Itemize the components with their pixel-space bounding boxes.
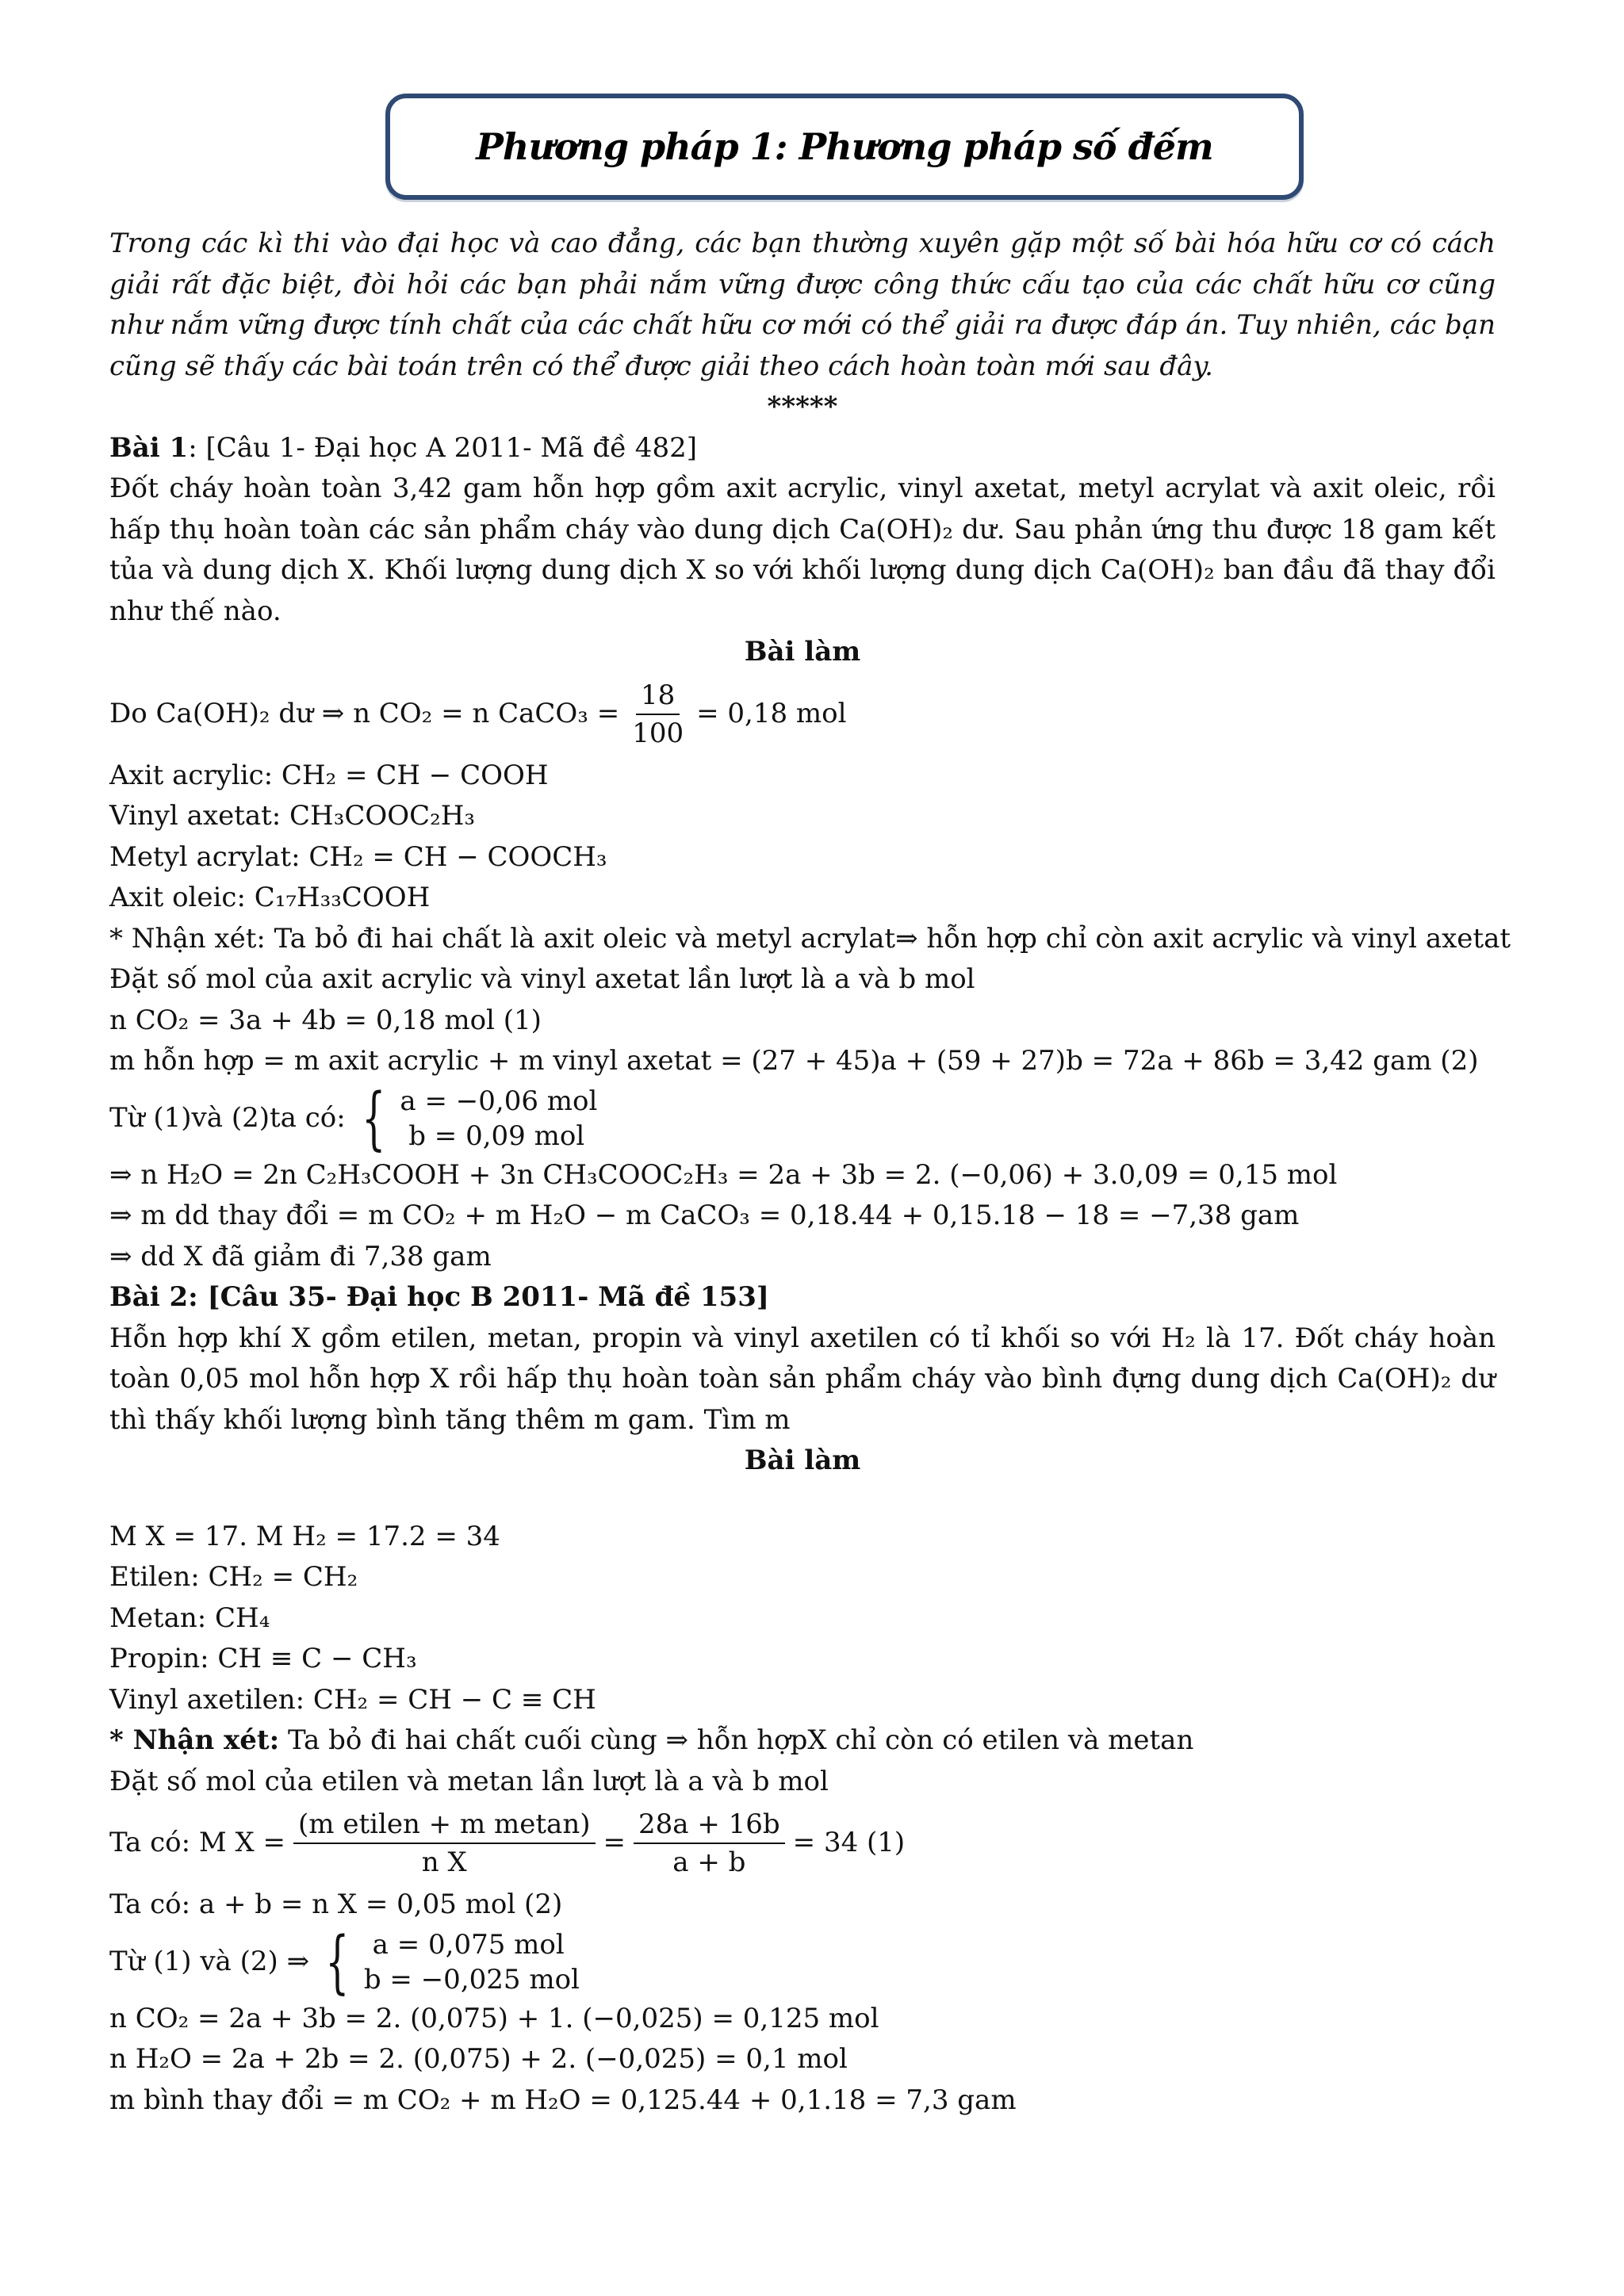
bai1-line: Vinyl axetat: CH₃COOC₂H₃ <box>109 800 476 832</box>
bai2-system-row: b = −0,025 mol <box>363 1963 580 1996</box>
bai1-eq-moles-co2 <box>109 673 1496 756</box>
bai1-system-rows <box>400 1084 597 1154</box>
bai2-solution-heading: Bài làm <box>744 1445 861 1476</box>
bai2-result-line: m bình thay đổi = m CO₂ + m H₂O = 0,125.44 + 0,1.18 = 7,3 gam <box>109 2084 1017 2116</box>
bai2-frac-suffix: = 34 (1) <box>792 1827 906 1859</box>
bai2-line: Etilen: CH₂ = CH₂ <box>109 1561 358 1593</box>
bai1-line: Đặt số mol của axit acrylic và vinyl axetat lần lượt là a và b mol <box>109 963 975 995</box>
bai1-source-colon: : [Câu 1- Đại học A 2011- Mã đề 482] <box>188 431 697 464</box>
bai2-fraction-1 <box>293 1806 595 1881</box>
bai1-equation-2: m hỗn hợp = m axit acrylic + m vinyl axetat = (27 + 45)a + (59 + 27)b = 72a + 86b = 3,42 gam (2) <box>109 1045 1479 1077</box>
bai2-system-rows <box>364 1927 580 1997</box>
bai2-result-line: n H₂O = 2a + 2b = 2. (0,075) + 2. (−0,025) = 0,1 mol <box>109 2043 848 2075</box>
brace-icon: { <box>362 1078 386 1158</box>
bai1-line: Metyl acrylat: CH₂ = CH − COOCH₃ <box>109 840 607 873</box>
bai2-result-line: n CO₂ = 2a + 3b = 2. (0,075) + 1. (−0,025) = 0,125 mol <box>109 2002 879 2034</box>
bai2-fraction-2-numerator: 28a + 16b <box>634 1806 785 1844</box>
bai1-solution-heading: Bài làm <box>744 636 861 668</box>
bai2-line: M X = 17. M H₂ = 17.2 = 34 <box>109 1520 500 1552</box>
bai2-remark <box>109 1720 1496 1762</box>
bai1-heading <box>109 428 1496 469</box>
bai2-sum-line: Ta có: a + b = n X = 0,05 mol (2) <box>109 1888 563 1920</box>
bai1-line: Axit acrylic: CH₂ = CH − COOH <box>109 759 549 791</box>
bai2-frac-prefix: Ta có: M X = <box>109 1827 286 1859</box>
title-box <box>385 94 1304 200</box>
bai2-system-row: a = 0,075 mol <box>363 1928 565 1961</box>
bai2-system <box>109 1922 1496 2002</box>
brace-icon: { <box>325 1922 350 2002</box>
bai2-fraction-1-numerator: (m etilen + m metan) <box>293 1806 595 1844</box>
bai2-eq-molar-mass <box>109 1802 1496 1885</box>
bai2-remark-label: * Nhận xét: <box>109 1724 280 1756</box>
intro-paragraph: Trong các kì thi vào đại học và cao đẳng, các bạn thường xuyên gặp một số bài hóa hữu cơ có cách giải rất đặc biệt, đòi hỏi các bạn phải nắm vững được công thức cấu tạo của các chất hữu cơ cũng như nắm vững được tính chất của các chất hữu cơ mới có thể giải ra được đáp án. Tuy nhiên, các bạn cũng sẽ thấy các bài toán trên có thể được giải theo cách hoàn toàn mới sau đây. <box>109 228 1496 382</box>
spacer <box>109 1482 1496 1517</box>
equals-sign: = <box>603 1827 626 1859</box>
document-body <box>109 224 1511 2121</box>
bai1-remark: * Nhận xét: Ta bỏ đi hai chất là axit oleic và metyl acrylat⇒ hỗn hợp chỉ còn axit acrylic và vinyl axetat <box>109 922 1511 955</box>
bai2-assign: Đặt số mol của etilen và metan lần lượt là a và b mol <box>109 1765 829 1797</box>
bai2-line: Vinyl axetilen: CH₂ = CH − C ≡ CH <box>109 1683 596 1716</box>
bai2-problem: Hỗn hợp khí X gồm etilen, metan, propin và vinyl axetilen có tỉ khối so với H₂ là 17. Đốt cháy hoàn toàn 0,05 mol hỗn hợp X rồi hấp thụ hoàn toàn sản phẩm cháy vào bình đựng dung dịch Ca(OH)₂ dư thì thấy khối lượng bình tăng thêm m gam. Tìm m <box>109 1322 1496 1436</box>
bai1-system-row: a = −0,06 mol <box>400 1085 598 1117</box>
bai1-fraction <box>627 677 688 752</box>
bai1-eq-left: Do Ca(OH)₂ dư ⇒ n CO₂ = n CaCO₃ = <box>109 697 620 729</box>
bai1-result-line: ⇒ m dd thay đổi = m CO₂ + m H₂O − m CaCO₃ = 0,18.44 + 0,15.18 − 18 = −7,38 gam <box>109 1200 1300 1231</box>
bai1-result-line: ⇒ n H₂O = 2n C₂H₃COOH + 3n CH₃COOC₂H₃ = 2a + 3b = 2. (−0,06) + 3.0,09 = 0,15 mol <box>109 1158 1338 1191</box>
bai1-fraction-numerator: 18 <box>636 677 680 715</box>
bai2-line: Propin: CH ≡ C − CH₃ <box>109 1643 417 1674</box>
bai2-fraction-2-denominator: a + b <box>672 1846 746 1878</box>
separator-stars: ***** <box>767 391 838 423</box>
bai1-line: Axit oleic: C₁₇H₃₃COOH <box>109 882 431 913</box>
bai1-system-prefix: Từ (1)và (2)ta có: <box>109 1101 346 1134</box>
page-title: Phương pháp 1: Phương pháp số đếm <box>476 125 1213 168</box>
bai1-fraction-denominator: 100 <box>632 717 684 749</box>
bai2-fraction-2 <box>634 1806 785 1881</box>
bai1-system-row: b = 0,09 mol <box>400 1119 585 1152</box>
bai1-equation-1: n CO₂ = 3a + 4b = 0,18 mol (1) <box>109 1004 542 1036</box>
bai1-eq-right: = 0,18 mol <box>696 697 847 729</box>
bai1-label: Bài 1 <box>109 431 189 464</box>
bai2-system-prefix: Từ (1) và (2) ⇒ <box>109 1945 310 1977</box>
bai2-remark-text: Ta bỏ đi hai chất cuối cùng ⇒ hỗn hợpX chỉ còn có etilen và metan <box>279 1724 1194 1756</box>
bai1-problem: Đốt cháy hoàn toàn 3,42 gam hỗn hợp gồm axit acrylic, vinyl axetat, metyl acrylat và axit oleic, rồi hấp thụ hoàn toàn các sản phẩm cháy vào dung dịch Ca(OH)₂ dư. Sau phản ứng thu được 18 gam kết tủa và dung dịch X. Khối lượng dung dịch X so với khối lượng dung dịch Ca(OH)₂ ban đầu đã thay đổi như thế nào. <box>109 473 1496 627</box>
bai2-heading: Bài 2: [Câu 35- Đại học B 2011- Mã đề 153] <box>109 1281 769 1313</box>
bai2-line: Metan: CH₄ <box>109 1601 270 1634</box>
bai2-fraction-1-denominator: n X <box>421 1846 467 1878</box>
bai1-conclusion: ⇒ dd X đã giảm đi 7,38 gam <box>109 1240 492 1272</box>
bai1-system <box>109 1078 1496 1158</box>
